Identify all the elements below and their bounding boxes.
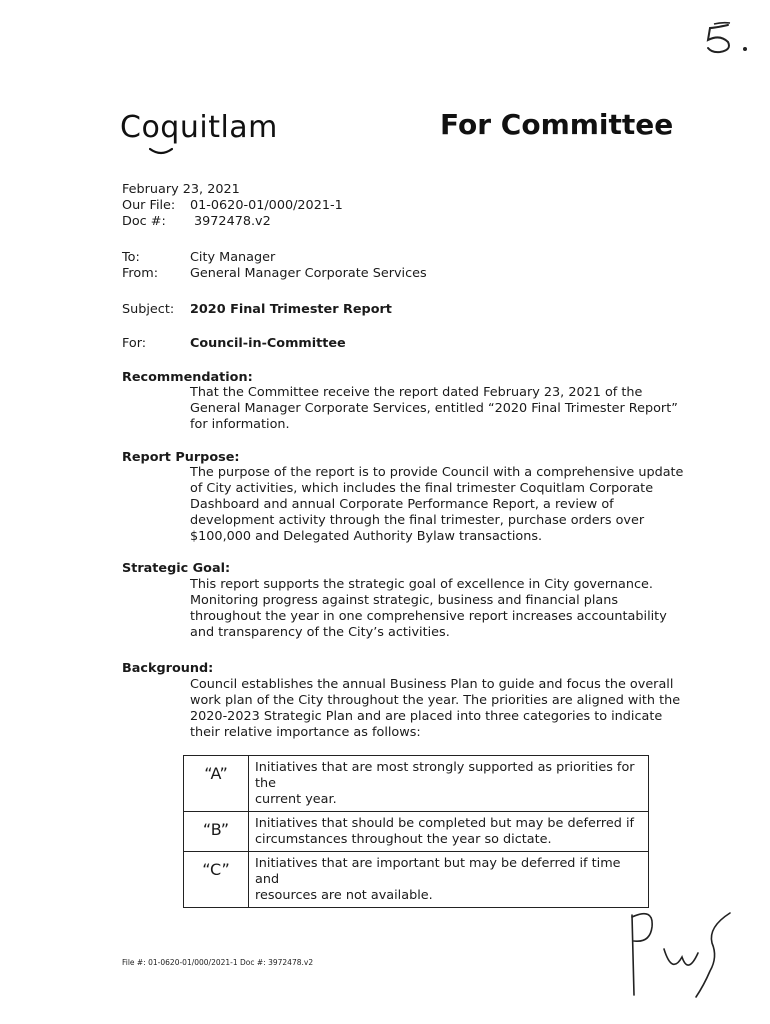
doc-number-label: Doc #: — [122, 214, 166, 229]
strategic-goal-heading: Strategic Goal: — [122, 561, 231, 576]
page-footer: File #: 01-0620-01/000/2021-1 Doc #: 3972478.v2 — [122, 958, 314, 967]
table-row — [184, 852, 649, 908]
background-line: work plan of the City throughout the year. The priorities are aligned with the — [190, 693, 681, 708]
our-file-label: Our File: — [122, 198, 176, 213]
background-line: 2020-2023 Strategic Plan and are placed into three categories to indicate — [190, 709, 663, 724]
recommendation-line: for information. — [190, 417, 290, 432]
to-label: To: — [122, 250, 140, 265]
priority-code: “C” — [184, 852, 249, 908]
from-value: General Manager Corporate Services — [190, 266, 427, 281]
background-text — [190, 677, 681, 741]
coquitlam-logo: Coquitlam — [120, 110, 278, 145]
subject-value: 2020 Final Trimester Report — [190, 302, 392, 317]
priority-description-line: resources are not available. — [255, 888, 433, 903]
from-label: From: — [122, 266, 159, 281]
background-line: their relative importance as follows: — [190, 725, 421, 740]
recommendation-line: That the Committee receive the report dated February 23, 2021 of the — [190, 385, 643, 400]
purpose-text — [190, 465, 684, 545]
priority-description — [249, 756, 649, 812]
table-row — [184, 756, 649, 812]
strategic-goal-line: This report supports the strategic goal of excellence in City governance. — [190, 577, 653, 592]
strategic-goal-line: and transparency of the City’s activities. — [190, 625, 450, 640]
handwritten-page-number — [700, 20, 760, 60]
subject-label: Subject: — [122, 302, 175, 317]
purpose-line: $100,000 and Delegated Authority Bylaw transactions. — [190, 529, 543, 544]
priority-table — [183, 755, 649, 908]
doc-number-value: 3972478.v2 — [194, 214, 271, 229]
strategic-goal-text — [190, 577, 670, 641]
strategic-goal-line: Monitoring progress against strategic, business and financial plans — [190, 593, 619, 608]
priority-description-line: Initiatives that should be completed but may be deferred if — [255, 816, 635, 831]
strategic-goal-line: throughout the year in one comprehensive report increases accountability — [190, 609, 667, 624]
recommendation-heading: Recommendation: — [122, 370, 253, 385]
logo-swoosh-icon — [149, 147, 173, 157]
priority-description-line: Initiatives that are most strongly supported as priorities for the — [255, 760, 635, 791]
handwritten-initials — [612, 905, 742, 1005]
priority-code: “A” — [184, 756, 249, 812]
purpose-heading: Report Purpose: — [122, 450, 240, 465]
priority-description-line: Initiatives that are important but may be deferred if time and — [255, 856, 621, 887]
priority-description — [249, 852, 649, 908]
priority-description — [249, 812, 649, 852]
table-row — [184, 812, 649, 852]
our-file-value: 01-0620-01/000/2021-1 — [190, 198, 343, 213]
recommendation-text — [190, 385, 678, 433]
background-heading: Background: — [122, 661, 214, 676]
priority-description-line: circumstances throughout the year so dictate. — [255, 832, 552, 847]
purpose-line: Dashboard and annual Corporate Performance Report, a review of — [190, 497, 614, 512]
priority-code: “B” — [184, 812, 249, 852]
for-label: For: — [122, 336, 147, 351]
recommendation-line: General Manager Corporate Services, entitled “2020 Final Trimester Report” — [190, 401, 678, 416]
priority-description-line: current year. — [255, 792, 337, 807]
for-value: Council-in-Committee — [190, 336, 346, 351]
purpose-line: development activity through the final trimester, purchase orders over — [190, 513, 645, 528]
purpose-line: The purpose of the report is to provide Council with a comprehensive update — [190, 465, 684, 480]
to-value: City Manager — [190, 250, 276, 265]
document-type-heading: For Committee — [440, 108, 674, 141]
background-line: Council establishes the annual Business Plan to guide and focus the overall — [190, 677, 674, 692]
purpose-line: of City activities, which includes the final trimester Coquitlam Corporate — [190, 481, 654, 496]
memo-date: February 23, 2021 — [122, 182, 240, 197]
